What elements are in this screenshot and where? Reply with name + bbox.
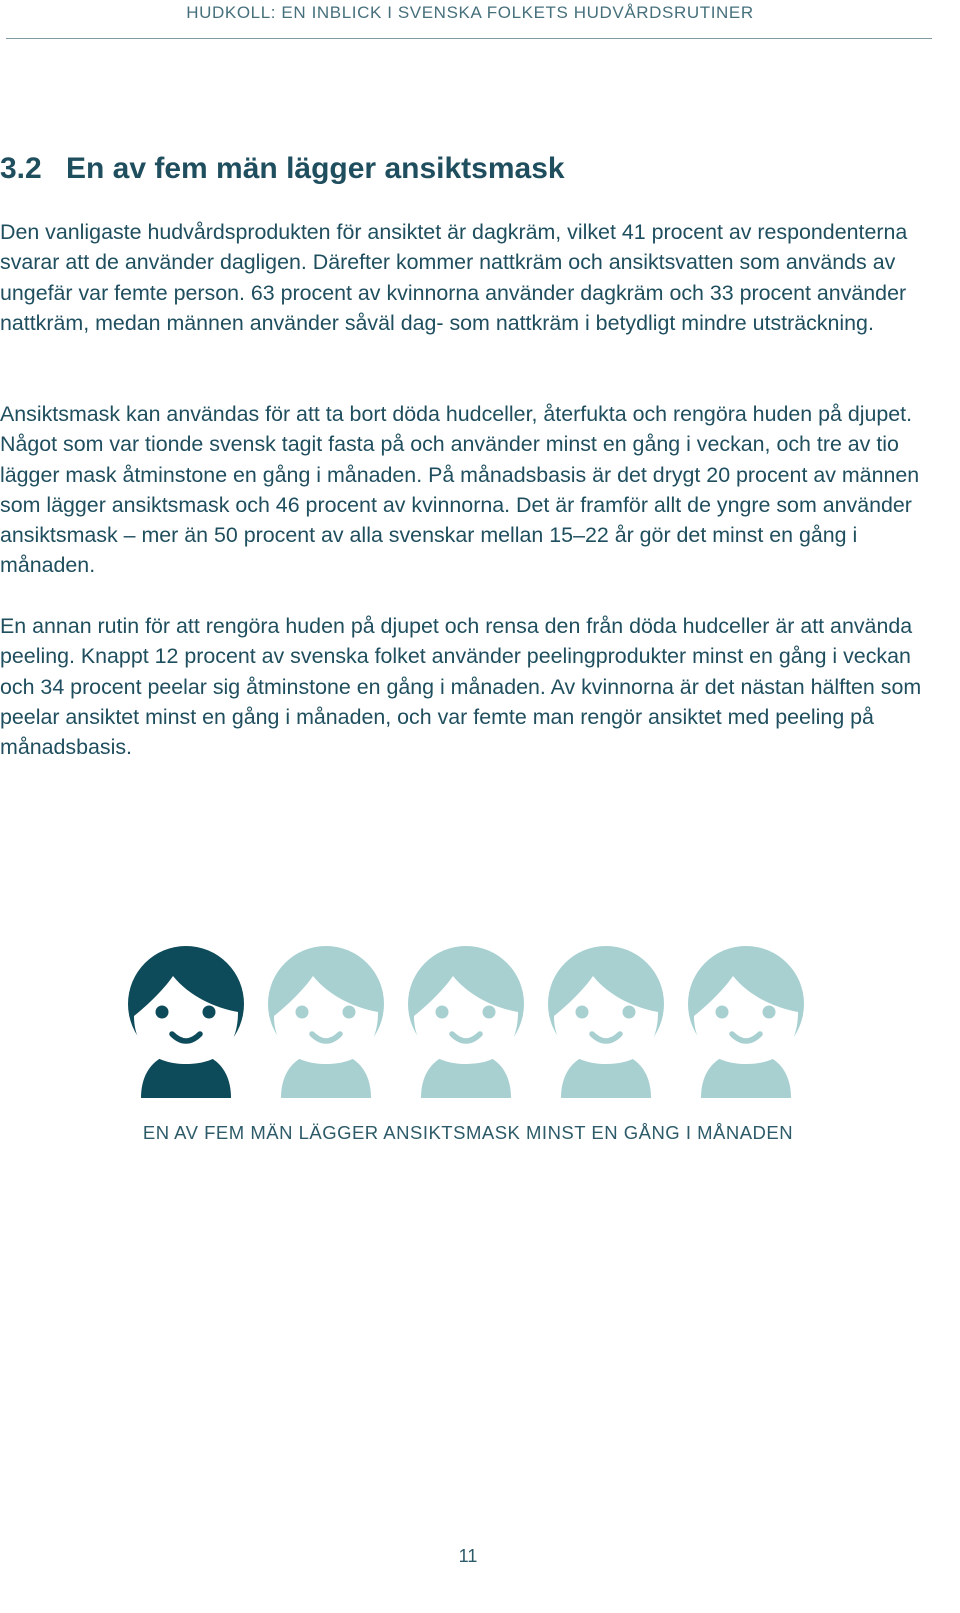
smiling-person-icon	[267, 946, 385, 1098]
person-icon-highlighted	[127, 946, 245, 1098]
paragraph-face-mask: Ansiktsmask kan användas för att ta bort döda hudceller, återfukta och rengöra huden på djupet. Något som var tionde svensk tagit fasta på och använder minst en gång i veckan, och tre av tio lägger mask åtminstone en gång i månaden. På månadsbasis är det drygt 20 procent av männen som lägger ansiktsmask och 46 procent av kvinnorna. Det är framför allt de yngre som använder ansiktsmask – mer än 50 procent av alla svenskar mellan 15–22 år gör det minst en gång i månaden.	[0, 402, 920, 578]
header-divider	[6, 38, 932, 39]
person-icon	[687, 946, 805, 1098]
smiling-person-icon	[547, 946, 665, 1098]
one-in-five-infographic	[127, 946, 807, 1098]
paragraph-peeling: En annan rutin för att rengöra huden på djupet och rensa den från döda hudceller är att använda peeling. Knappt 12 procent av svenska folket använder peelingprodukter minst en gång i veckan och 34 procent peelar sig åtminstone en gång i månaden. Av kvinnorna är det nästan hälften som peelar ansiktet minst en gång i månaden, och var femte man rengör ansiktet med peeling på månadsbasis.	[0, 614, 922, 760]
section-number: 3.2	[0, 152, 42, 185]
section-title: En av fem män lägger ansiktsmask	[66, 152, 565, 185]
person-icon	[407, 946, 525, 1098]
section-heading	[0, 150, 565, 188]
infographic-caption: EN AV FEM MÄN LÄGGER ANSIKTSMASK MINST EN GÅNG I MÅNADEN	[142, 1122, 794, 1143]
smiling-person-icon	[687, 946, 805, 1098]
smiling-person-icon	[127, 946, 245, 1098]
paragraph-day-cream: Den vanligaste hudvårdsprodukten för ansiktet är dagkräm, vilket 41 procent av respondenterna svarar att de använder dagligen. Därefter kommer nattkräm och ansiktsvatten som används av ungefär var femte person. 63 procent av kvinnorna använder dagkräm och 33 procent använder nattkräm, medan männen använder såväl dag- som nattkräm i betydligt mindre utsträckning.	[0, 220, 908, 335]
page-number: 11	[458, 1546, 478, 1566]
smiling-person-icon	[407, 946, 525, 1098]
person-icon	[267, 946, 385, 1098]
running-header: HUDKOLL: EN INBLICK I SVENSKA FOLKETS HUDVÅRDSRUTINER	[186, 3, 754, 22]
person-icon	[547, 946, 665, 1098]
